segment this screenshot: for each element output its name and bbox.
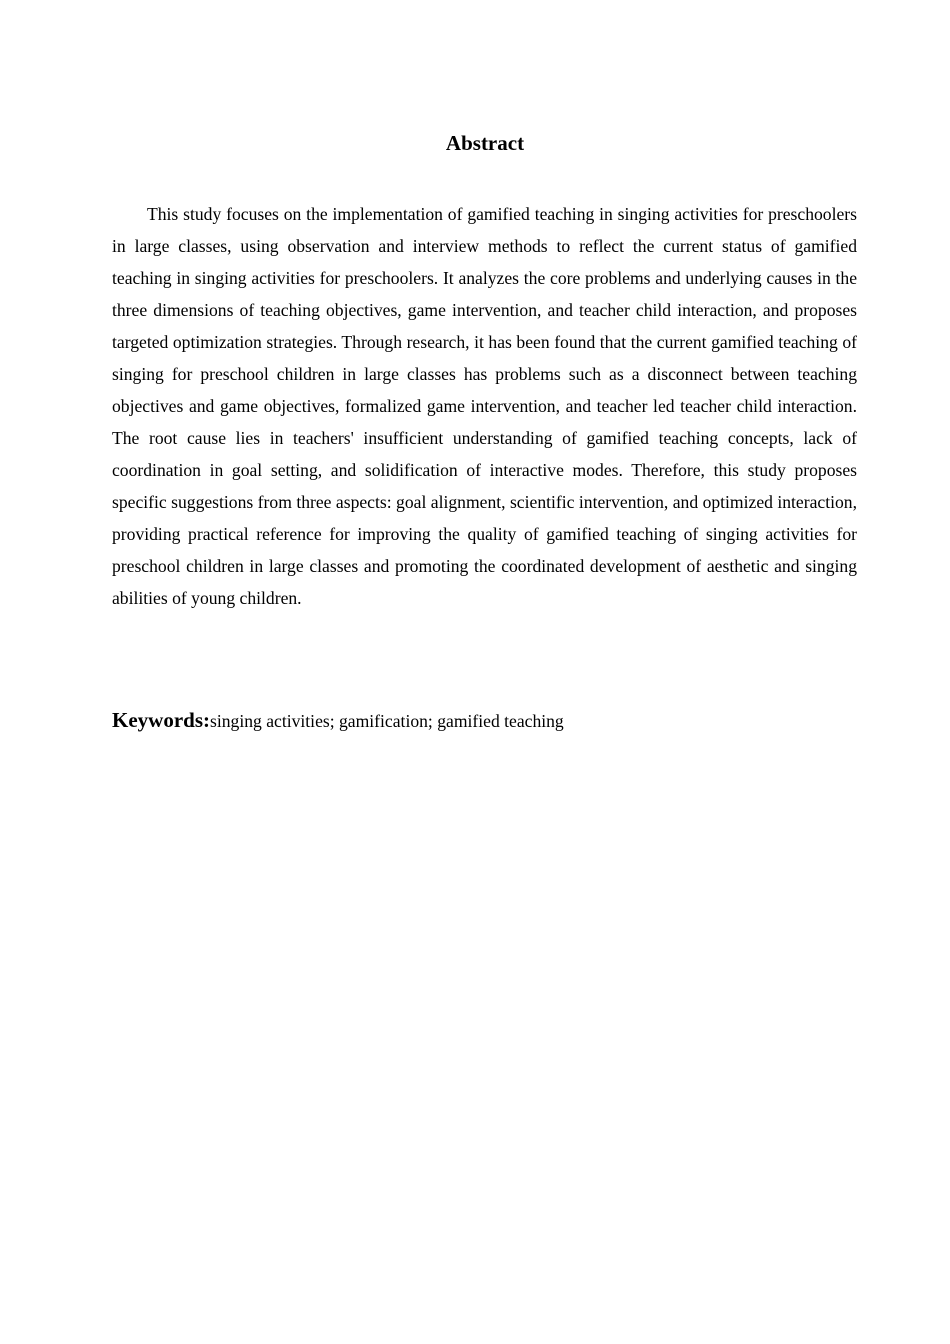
abstract-body: This study focuses on the implementation of gamified teaching in singing activities for preschoolers in large classes, using observation and interview methods to reflect the current status of gamified teaching in singing activities for preschoolers. It analyzes the core problems and underlying causes in the three dimensions of teaching objectives, game intervention, and teacher child interaction, and proposes targeted optimization strategies. Through research, it has been found that the current gamified teaching of singing for preschool children in large classes has problems such as a disconnect between teaching objectives and game objectives, formalized game intervention, and teacher led teacher child interaction. The root cause lies in teachers' insufficient understanding of gamified teaching concepts, lack of coordination in goal setting, and solidification of interactive modes. Therefore, this study proposes specific suggestions from three aspects: goal alignment, scientific intervention, and optimized interaction, providing practical reference for improving the quality of gamified teaching of singing activities for preschool children in large classes and promoting the coordinated development of aesthetic and singing abilities of young children. <box>112 204 857 608</box>
keywords-line <box>112 704 857 739</box>
keywords-label: Keywords: <box>112 708 210 732</box>
keywords-text: singing activities; gamification; gamified teaching <box>210 711 564 731</box>
abstract-title: Abstract <box>445 131 525 155</box>
